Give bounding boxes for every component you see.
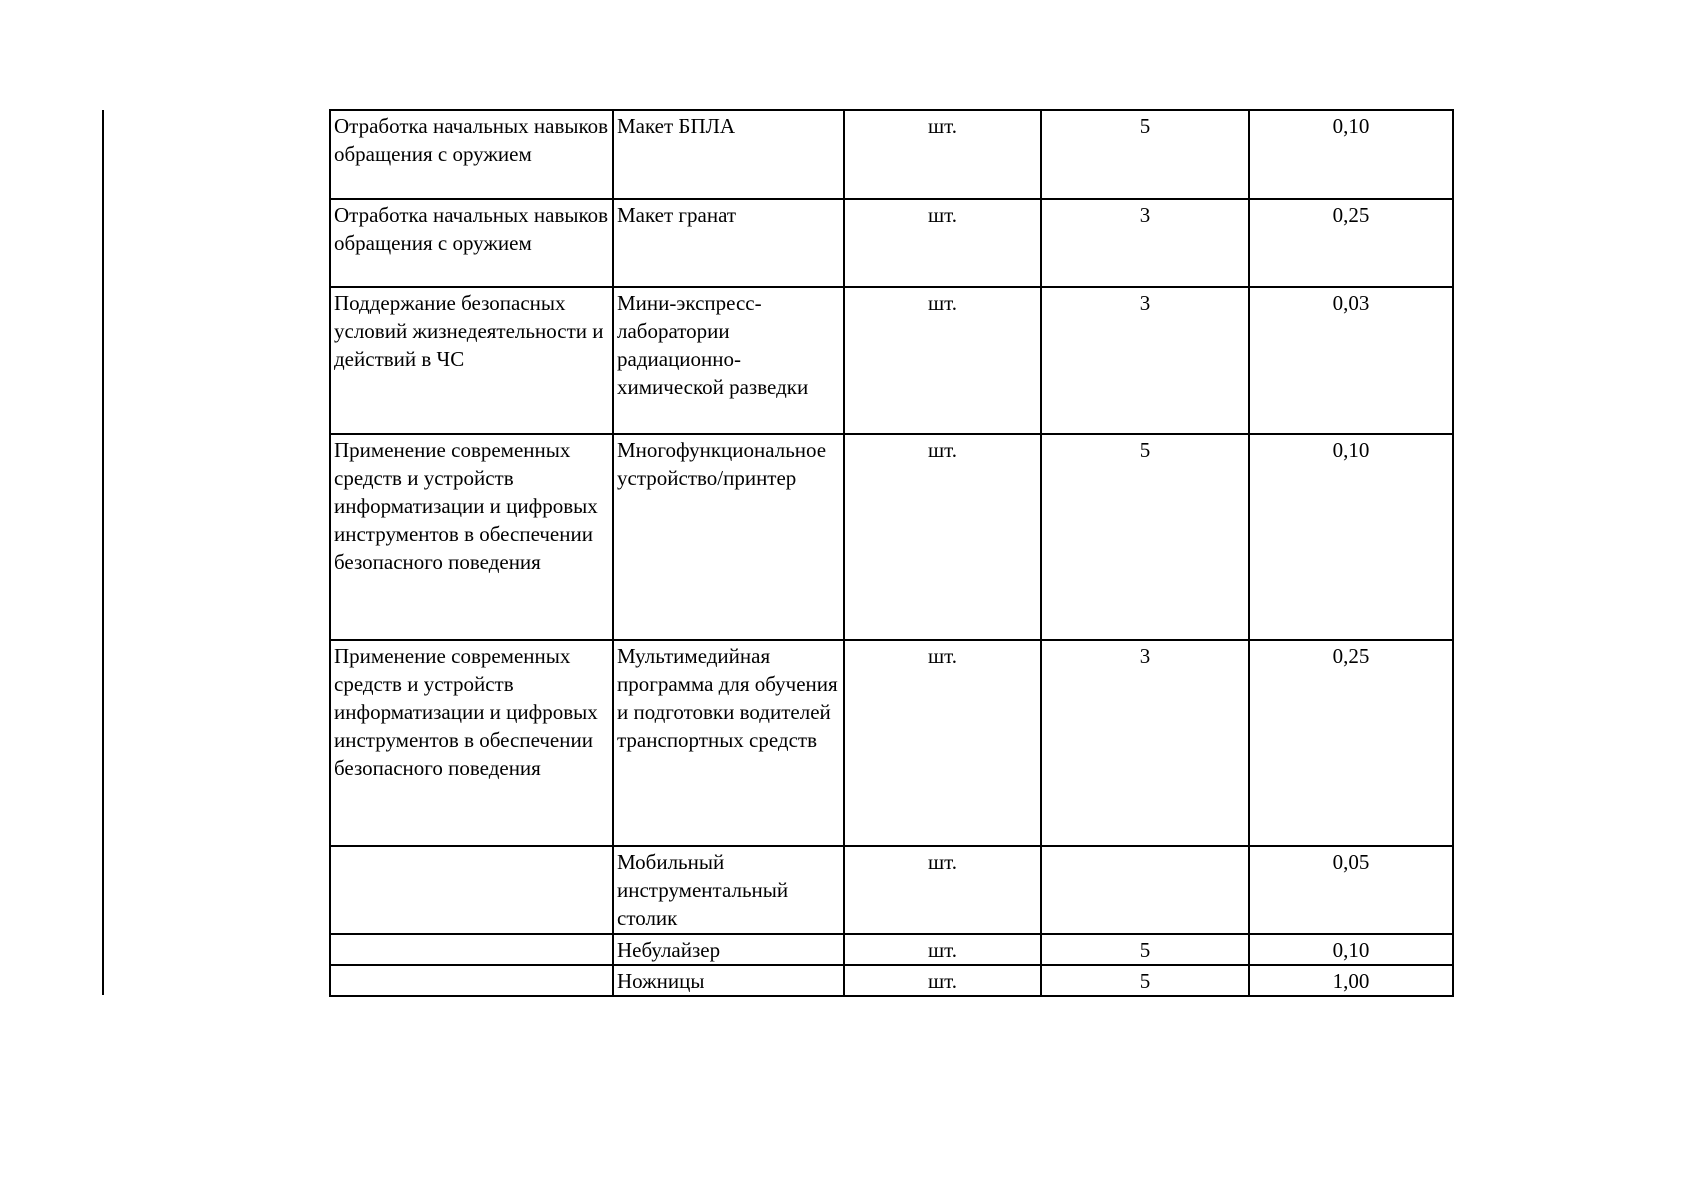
- activity-cell: Отработка начальных навыков обращения с оружием: [330, 199, 613, 287]
- unit-cell: шт.: [844, 965, 1041, 996]
- unit-cell: шт.: [844, 287, 1041, 434]
- activity-cell: Отработка начальных навыков обращения с оружием: [330, 110, 613, 199]
- activity-cell: Поддержание безопасных условий жизнедеятельности и действий в ЧС: [330, 287, 613, 434]
- norm-cell: 0,03: [1249, 287, 1453, 434]
- table-row: [330, 934, 1453, 965]
- table-row: [330, 287, 1453, 434]
- activity-cell: Применение современных средств и устройств информатизации и цифровых инструментов в обеспечении безопасного поведения: [330, 640, 613, 846]
- unit-cell: шт.: [844, 934, 1041, 965]
- item-cell: Ножницы: [613, 965, 844, 996]
- item-cell: Многофункциональное устройство/принтер: [613, 434, 844, 640]
- table-row: [330, 110, 1453, 199]
- quantity-cell: 3: [1041, 287, 1249, 434]
- unit-cell: шт.: [844, 640, 1041, 846]
- norm-cell: 0,10: [1249, 110, 1453, 199]
- norm-cell: 0,05: [1249, 846, 1453, 934]
- item-cell: Мини-экспресс-лаборатории радиационно-химической разведки: [613, 287, 844, 434]
- unit-cell: шт.: [844, 846, 1041, 934]
- quantity-cell: [1041, 846, 1249, 934]
- quantity-cell: 5: [1041, 934, 1249, 965]
- activity-cell: [330, 934, 613, 965]
- table-row: [330, 199, 1453, 287]
- item-cell: Мобильный инструментальный столик: [613, 846, 844, 934]
- item-cell: Макет гранат: [613, 199, 844, 287]
- quantity-cell: 5: [1041, 434, 1249, 640]
- activity-cell: [330, 846, 613, 934]
- activity-cell: [330, 965, 613, 996]
- table-row: [330, 965, 1453, 996]
- equipment-table: [329, 109, 1454, 997]
- norm-cell: 0,25: [1249, 199, 1453, 287]
- unit-cell: шт.: [844, 110, 1041, 199]
- norm-cell: 0,10: [1249, 434, 1453, 640]
- quantity-cell: 5: [1041, 965, 1249, 996]
- quantity-cell: 3: [1041, 199, 1249, 287]
- unit-cell: шт.: [844, 199, 1041, 287]
- table-row: [330, 640, 1453, 846]
- quantity-cell: 5: [1041, 110, 1249, 199]
- left-margin-line: [102, 110, 104, 995]
- table-row: [330, 434, 1453, 640]
- table-row: [330, 846, 1453, 934]
- norm-cell: 1,00: [1249, 965, 1453, 996]
- norm-cell: 0,10: [1249, 934, 1453, 965]
- item-cell: Мультимедийная программа для обучения и подготовки водителей транспортных средств: [613, 640, 844, 846]
- item-cell: Небулайзер: [613, 934, 844, 965]
- unit-cell: шт.: [844, 434, 1041, 640]
- quantity-cell: 3: [1041, 640, 1249, 846]
- norm-cell: 0,25: [1249, 640, 1453, 846]
- item-cell: Макет БПЛА: [613, 110, 844, 199]
- activity-cell: Применение современных средств и устройств информатизации и цифровых инструментов в обеспечении безопасного поведения: [330, 434, 613, 640]
